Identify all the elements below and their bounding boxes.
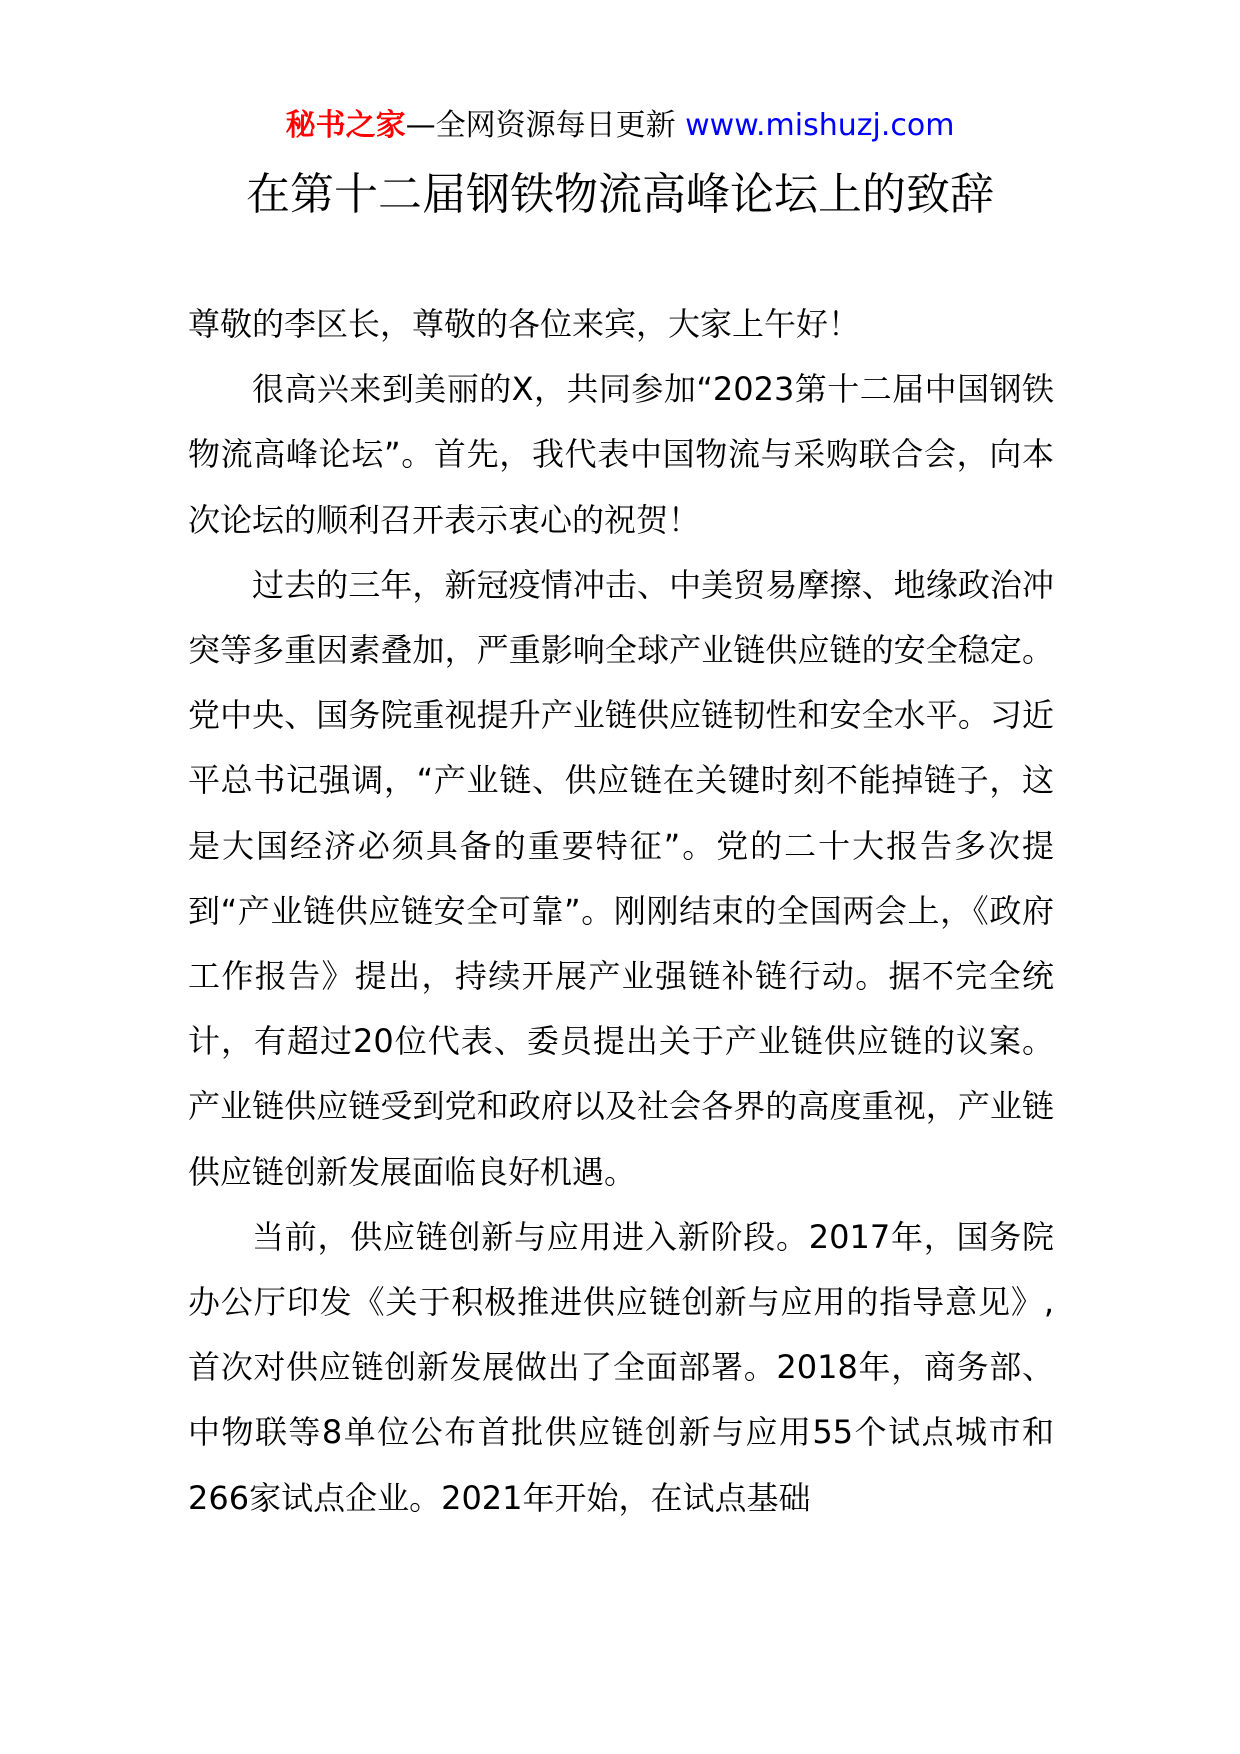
document-title: 在第十二届钢铁物流高峰论坛上的致辞 xyxy=(246,169,994,220)
document-body xyxy=(188,292,1054,1531)
site-url-link[interactable]: www.mishuzj.com xyxy=(685,108,955,143)
salutation-paragraph: 尊敬的李区长，尊敬的各位来宾，大家上午好！ xyxy=(188,305,861,343)
body-paragraph: 过去的三年，新冠疫情冲击、中美贸易摩擦、地缘政治冲突等多重因素叠加，严重影响全球产业链供应链的安全稳定。党中央、国务院重视提升产业链供应链韧性和安全水平。习近平总书记强调，“产业链、供应链在关键时刻不能掉链子，这是大国经济必须具备的重要特征”。党的二十大报告多次提到“产业链供应链安全可靠”。刚刚结束的全国两会上，《政府工作报告》提出，持续开展产业强链补链行动。据不完全统计，有超过20位代表、委员提出关于产业链供应链的议案。产业链供应链受到党和政府以及社会各界的高度重视，产业链供应链创新发展面临良好机遇。 xyxy=(188,565,1054,1191)
brand-name: 秘书之家 xyxy=(285,108,406,143)
body-paragraph: 当前，供应链创新与应用进入新阶段。2017年，国务院办公厅印发《关于积极推进供应链创新与应用的指导意见》,首次对供应链创新发展做出了全面部署。2018年，商务部、中物联等8单位公布首批供应链创新与应用55个试点城市和266家试点企业。2021年开始，在试点基础 xyxy=(188,1217,1054,1517)
header-slogan: —全网资源每日更新 xyxy=(405,108,676,143)
site-header xyxy=(0,104,1240,148)
body-paragraph: 很高兴来到美丽的X，共同参加“2023第十二届中国钢铁物流高峰论坛”。首先，我代表中国物流与采购联合会，向本次论坛的顺利召开表示衷心的祝贺！ xyxy=(188,370,1054,539)
